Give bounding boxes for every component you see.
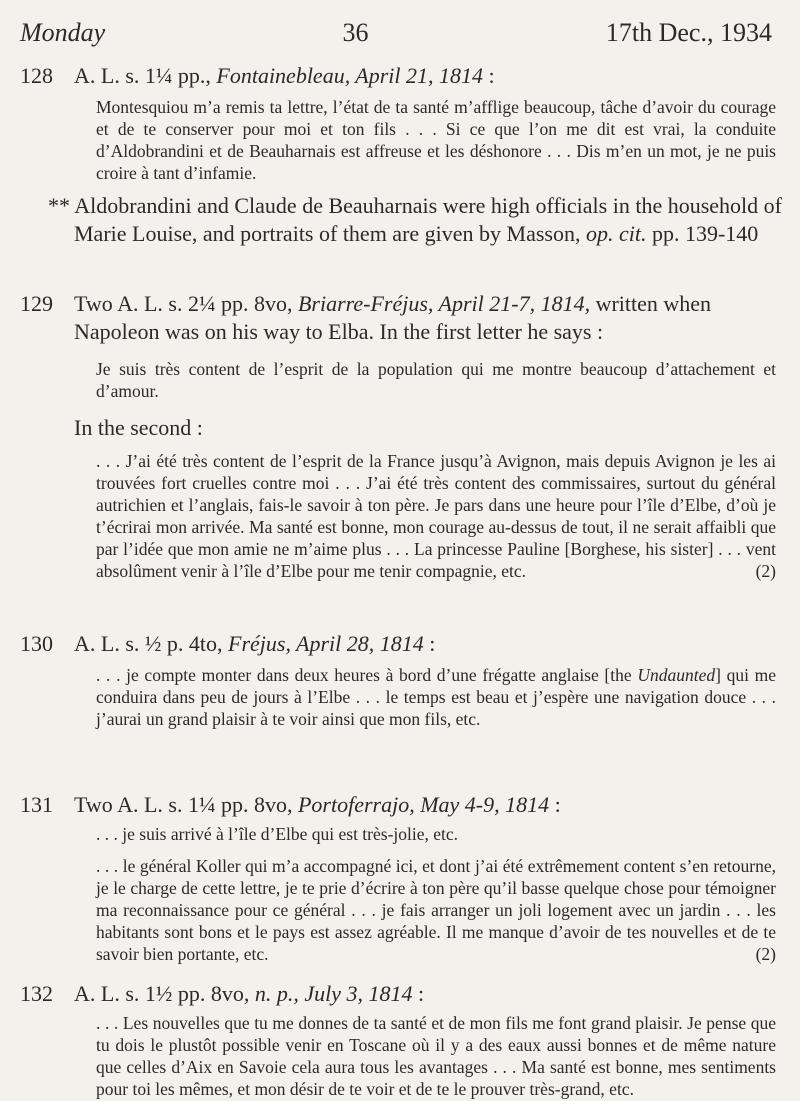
lot-number: 129 [20,291,53,316]
lot-number: 132 [20,981,53,1006]
header-date: 17th Dec., 1934 [605,18,772,47]
lot-131 [20,791,782,965]
lot-quote: . . . je compte monter dans deux heures à bord d’une frégatte anglaise [the Undaunted] qui me conduira dans peu de jours à l’Elbe . . . le temps est beau et j’espère une navigation douce . . . j’aurai un grand plaisir à te voir ainsi que mon fils, etc. [96,665,777,729]
note-asterisks: ** [48,193,70,218]
lot-129 [20,290,782,582]
lot-quote: . . . je suis arrivé à l’île d’Elbe qui est très-jolie, etc. [96,824,459,844]
lot-number: 128 [20,63,53,88]
lot-description-cont: Napoleon was on his way to Elba. In the first letter he says : [74,319,604,344]
lot-description: A. L. s. 1¼ pp., Fontainebleau, April 21, 1814 : [74,63,495,88]
lot-description: Two A. L. s. 2¼ pp. 8vo, Briarre-Fréjus, April 21-7, 1814, written when [74,291,712,316]
lot-number: 130 [20,631,53,656]
page-number: 36 [342,18,369,47]
lot-description: A. L. s. 1½ pp. 8vo, n. p., July 3, 1814 : [74,981,425,1006]
lot-price: (2) [755,944,776,964]
lot-note: ** Aldobrandini and Claude de Beauharnais were high officials in the household of Marie Louise, and portraits of them are given by Masson, op. cit. pp. 139-140 [48,193,782,246]
lot-132 [20,980,782,1100]
lot-130 [20,630,782,730]
lot-interlude: In the second : [74,415,203,440]
lot-quote-2: . . . J’ai été très content de l’esprit de la France jusqu’à Avignon, mais depuis Avignon je les ai trouvées fort cruelles contre moi . . . J’ai été très content des commissaires, surtout du général autrichien et l’anglais, fais-le savoir à ton père. Je pars dans une heure pour l’île d’Elbe, d’où je t’écrirai mon arrivée. Ma santé est bonne, mon courage au-dessus de tout, il ne serait affaibli que par l’idée que mon amie ne m’aime plus . . . La princesse Pauline [Borghese, his sister] . . . vent absolûment venir à l’île d’Elbe pour me tenir compagnie, etc. (2) [96,451,776,581]
lot-quote: . . . Les nouvelles que tu me donnes de ta santé et de mon fils me font grand plaisir. Je pense que tu dois le plustôt possible venir en Toscane où il y a des eaux aussi bonnes et de même nature que celles d’Aix en Savoie cela aura tous les avantages . . . Ma santé est bonne, mes sentiments pour toi les mêmes, et mon désir de te voir et de te le prouver très-grand, etc. [96,1013,776,1099]
lot-price: (2) [755,561,776,581]
lot-number: 131 [20,792,53,817]
lot-description: Two A. L. s. 1¼ pp. 8vo, Portoferrajo, May 4-9, 1814 : [74,792,561,817]
lot-quote-2: . . . le général Koller qui m’a accompagné ici, et dont j’ai été extrêmement content s’en retourne, je le charge de cette lettre, je te prie d’écrire à ton père qu’il basse quelque chose pour témoigner ma reconnaissance pour ce général . . . je fais arranger un joli logement avec un jardin . . . les habitants sont bons et le pays est assez agréable. Il me manque d’avoir de tes nouvelles et de te savoir bien portante, etc. (2) [96,856,776,964]
lot-128 [20,62,782,248]
lot-description: A. L. s. ½ p. 4to, Fréjus, April 28, 1814 : [74,631,436,656]
page-header [20,18,772,48]
lot-quote: Montesquiou m’a remis ta lettre, l’état de ta santé m’afflige beaucoup, tâche d’avoir du courage et de te conserver pour moi et ton fils . . . Si ce que l’on me dit est vrai, la conduite d’Aldobrandini et de Beauharnais est affreuse et les déshonore . . . Dis m’en un mot, je ne puis croire à tant d’infamie. [96,97,776,183]
header-day: Monday [20,18,106,47]
lot-quote: Je suis très content de l’esprit de la population qui me montre beaucoup d’attachement et d’amour. [96,359,776,401]
